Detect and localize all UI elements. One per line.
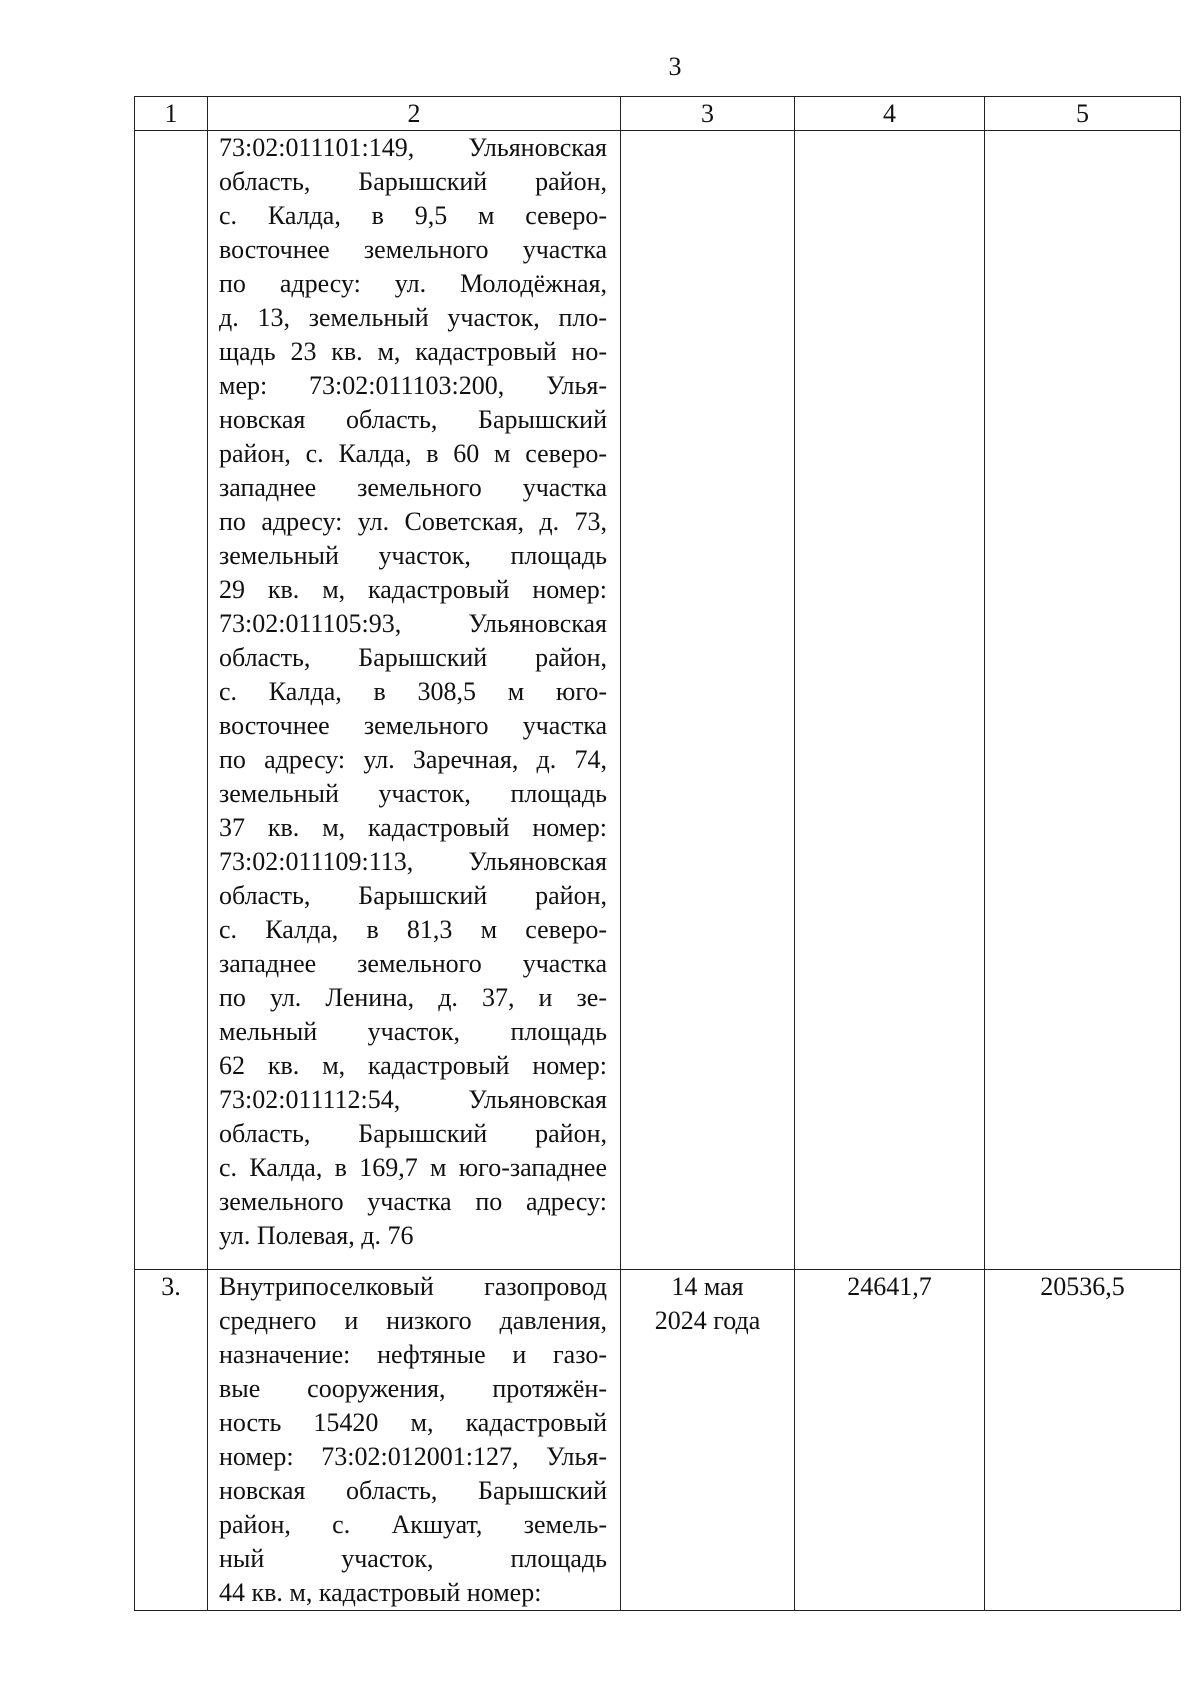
row-description (208, 1270, 621, 1611)
description-line: с. Калда, в 81,3 м северо- (219, 915, 607, 944)
row-description (208, 131, 621, 1270)
description-line: с. Калда, в 308,5 м юго- (219, 677, 607, 706)
description-line: область, Барышский район, (219, 167, 607, 196)
header-col-5: 5 (985, 97, 1181, 131)
description-line: земельный участок, площадь (219, 779, 607, 808)
description-line: номер: 73:02:012001:127, Улья- (219, 1442, 607, 1471)
row-value-col5 (985, 131, 1181, 1270)
description-line: с. Калда, в 9,5 м северо- (219, 201, 607, 230)
description-line: среднего и низкого давления, (219, 1306, 607, 1335)
description-line: назначение: нефтяные и газо- (219, 1340, 607, 1369)
description-line: западнее земельного участка (219, 473, 607, 502)
description-line: 73:02:011105:93, Ульяновская (219, 609, 607, 638)
description-line: по адресу: ул. Заречная, д. 74, (219, 745, 607, 774)
row-number: 3. (135, 1270, 208, 1611)
description-line: мер: 73:02:011103:200, Улья- (219, 371, 607, 400)
description-line: ность 15420 м, кадастровый (219, 1408, 607, 1437)
description-line: 62 кв. м, кадастровый номер: (219, 1051, 607, 1080)
description-line: новская область, Барышский (219, 405, 607, 434)
description-line: ул. Полевая, д. 76 (219, 1221, 414, 1250)
description-line: д. 13, земельный участок, пло- (219, 303, 607, 332)
header-col-4: 4 (795, 97, 985, 131)
description-line: 73:02:011112:54, Ульяновская (219, 1085, 607, 1114)
header-col-1: 1 (135, 97, 208, 131)
description-line: 37 кв. м, кадастровый номер: (219, 813, 607, 842)
row-date (621, 131, 795, 1270)
description-line: 73:02:011101:149, Ульяновская (219, 133, 607, 162)
row-value-col4 (795, 131, 985, 1270)
description-line: область, Барышский район, (219, 643, 607, 672)
description-line: 44 кв. м, кадастровый номер: (219, 1578, 542, 1607)
description-text (219, 131, 607, 1253)
row-number (135, 131, 208, 1270)
date-line: 2024 года (654, 1306, 761, 1335)
description-line: восточнее земельного участка (219, 711, 607, 740)
description-line: район, с. Акшуат, земель- (219, 1510, 607, 1539)
table-row (135, 131, 1181, 1270)
header-col-2: 2 (208, 97, 621, 131)
description-line: район, с. Калда, в 60 м северо- (219, 439, 607, 468)
description-line: по адресу: ул. Советская, д. 73, (219, 507, 607, 536)
description-line: ный участок, площадь (219, 1544, 607, 1573)
row-value-col5: 20536,5 (985, 1270, 1181, 1611)
description-line: земельного участка по адресу: (219, 1187, 607, 1216)
description-line: западнее земельного участка (219, 949, 607, 978)
date-text (621, 1270, 794, 1338)
description-line: с. Калда, в 169,7 м юго-западнее (219, 1153, 607, 1182)
description-line: вые сооружения, протяжён- (219, 1374, 607, 1403)
row-value-col4: 24641,7 (795, 1270, 985, 1611)
description-line: 29 кв. м, кадастровый номер: (219, 575, 607, 604)
description-line: область, Барышский район, (219, 881, 607, 910)
date-line: 14 мая (671, 1272, 744, 1301)
description-line: новская область, Барышский (219, 1476, 607, 1505)
description-line: 73:02:011109:113, Ульяновская (219, 847, 607, 876)
table-row (135, 1270, 1181, 1611)
description-line: по адресу: ул. Молодёжная, (219, 269, 607, 298)
row-date (621, 1270, 795, 1611)
property-table (134, 96, 1181, 1611)
description-line: Внутрипоселковый газопровод (219, 1272, 607, 1301)
description-line: восточнее земельного участка (219, 235, 607, 264)
page-number: 3 (668, 52, 682, 81)
description-line: щадь 23 кв. м, кадастровый но- (219, 337, 607, 366)
description-text (219, 1270, 607, 1610)
header-row (135, 97, 1181, 131)
header-col-3: 3 (621, 97, 795, 131)
description-line: земельный участок, площадь (219, 541, 607, 570)
description-line: по ул. Ленина, д. 37, и зе- (219, 983, 607, 1012)
description-line: мельный участок, площадь (219, 1017, 607, 1046)
description-line: область, Барышский район, (219, 1119, 607, 1148)
